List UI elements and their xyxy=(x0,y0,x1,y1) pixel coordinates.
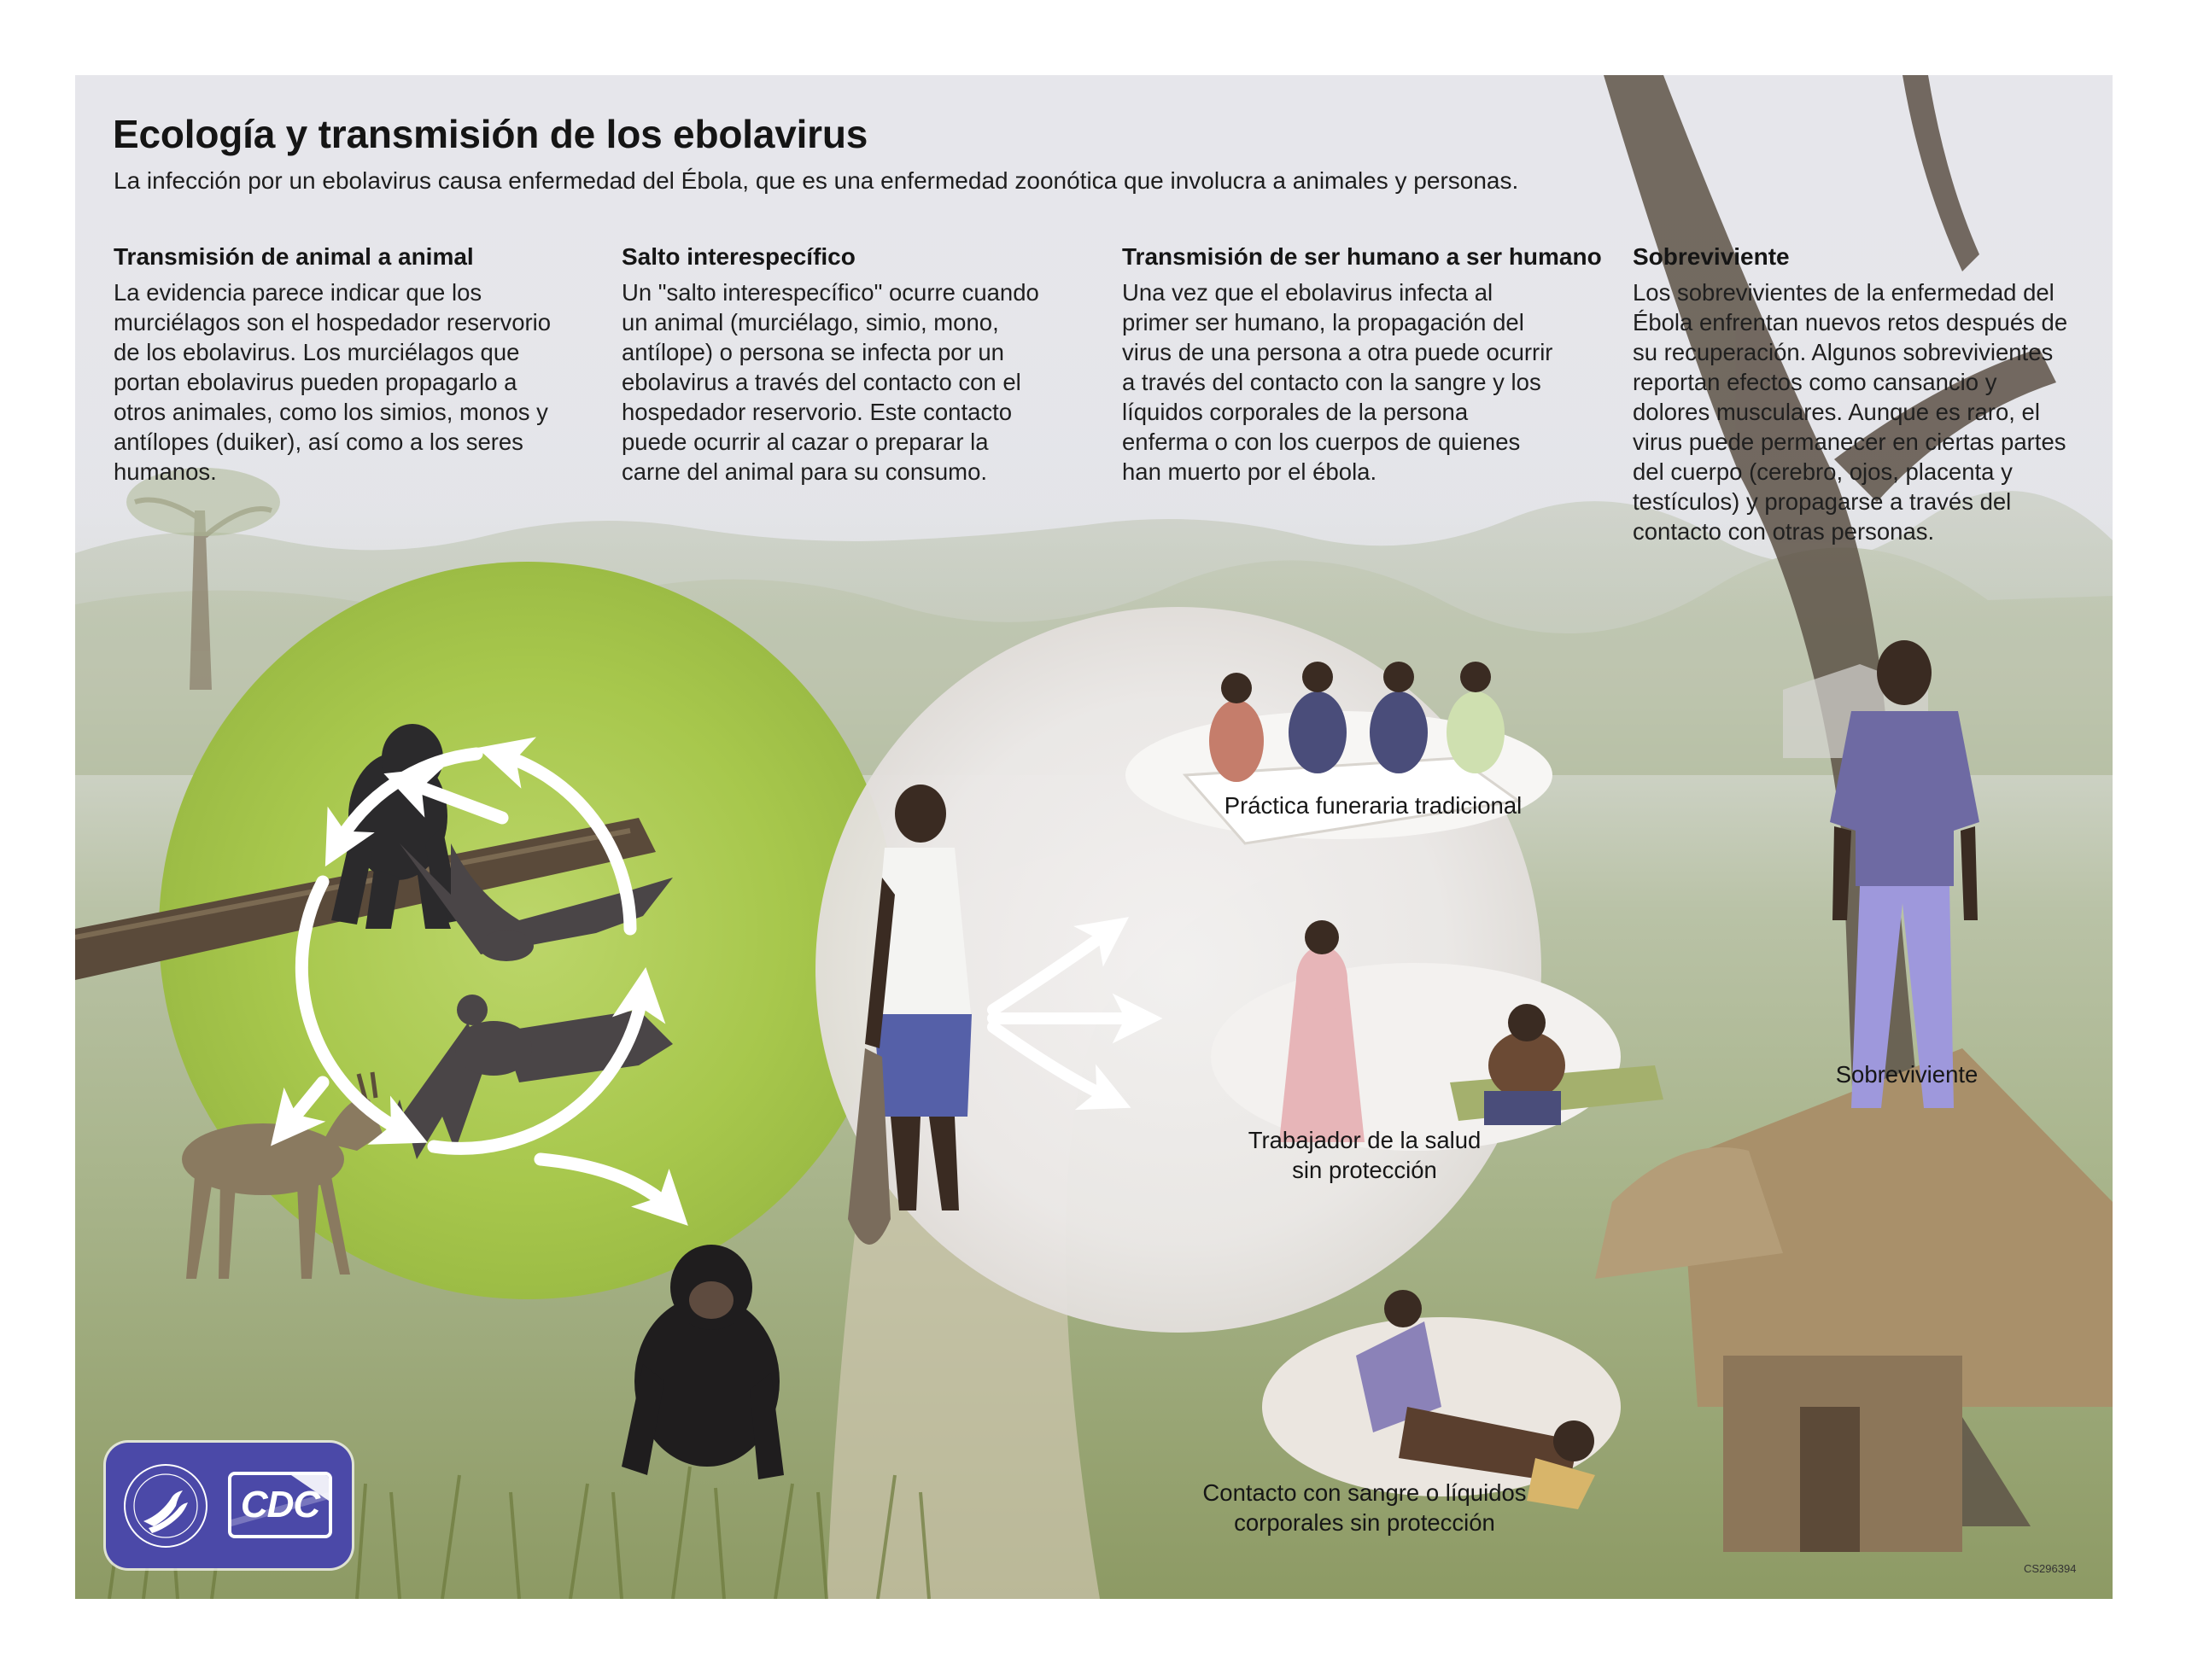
column-body-human-to-human: Una vez que el ebolavirus infecta al primer ser humano, la propagación del virus de una persona a otra puede ocurrir a través del contacto con la sangre y los líquidos corporales de la persona enferma o con los cuerpos de quienes han muerto por el ébola. xyxy=(1122,279,1553,485)
column-body-animal-to-animal: La evidencia parece indicar que los murciélagos son el hospedador reservorio de los ebolavirus. Los murciélagos que portan ebolavirus pueden propagarlo a otros animales, como los simios, monos y antílopes (duiker), así como a los seres humanos. xyxy=(114,279,552,485)
column-heading-spillover: Salto interespecífico xyxy=(622,243,856,270)
column-body-survivor: Los sobrevivientes de la enfermedad del Ébola enfrentan nuevos retos después de su recuperación. Algunos sobrevivientes reportan efectos como cansancio y dolores musculares. Aunque es raro, el virus puede permanecer en ciertas partes del cuerpo (cerebro, ojos, placenta y testículos) y propagarse a través del contacto con otras personas. xyxy=(1633,279,2068,545)
column-body-spillover: Un "salto interespecífico" ocurre cuando un animal (murciélago, simio, mono, antílope) o persona se infecta por un ebolavirus a través del contacto con el hospedador reservorio. Este contacto puede ocurrir al cazar o preparar la carne del animal para su consumo. xyxy=(622,279,1039,485)
page-subtitle: La infección por un ebolavirus causa enfermedad del Ébola, que es una enfermedad zoonótica que involucra a animales y personas. xyxy=(114,167,1519,194)
chimpanzee-icon xyxy=(622,1245,784,1479)
hhs-seal-icon xyxy=(118,1461,219,1550)
column-heading-survivor: Sobreviviente xyxy=(1633,243,1790,270)
caption-funeral: Práctica funeraria tradicional xyxy=(1224,792,1523,819)
contact-scene-illustration xyxy=(1262,1290,1621,1509)
page-title: Ecología y transmisión de los ebolavirus xyxy=(113,112,868,156)
caption-survivor: Sobreviviente xyxy=(1835,1061,1979,1088)
caption-health-worker: Trabajador de la salud sin protección xyxy=(1248,1127,1482,1183)
caption-contact: Contacto con sangre o líquidos corporales sin protección xyxy=(1202,1479,1527,1536)
logo-badge xyxy=(106,1443,352,1568)
cdc-logo-text: CDC xyxy=(240,1484,320,1525)
document-code: CS296394 xyxy=(2024,1562,2077,1575)
column-heading-human-to-human: Transmisión de ser humano a ser humano xyxy=(1122,243,1602,270)
column-heading-animal-to-animal: Transmisión de animal a animal xyxy=(114,243,474,270)
cdc-logo xyxy=(228,1472,332,1538)
infographic-poster xyxy=(75,75,2113,1599)
